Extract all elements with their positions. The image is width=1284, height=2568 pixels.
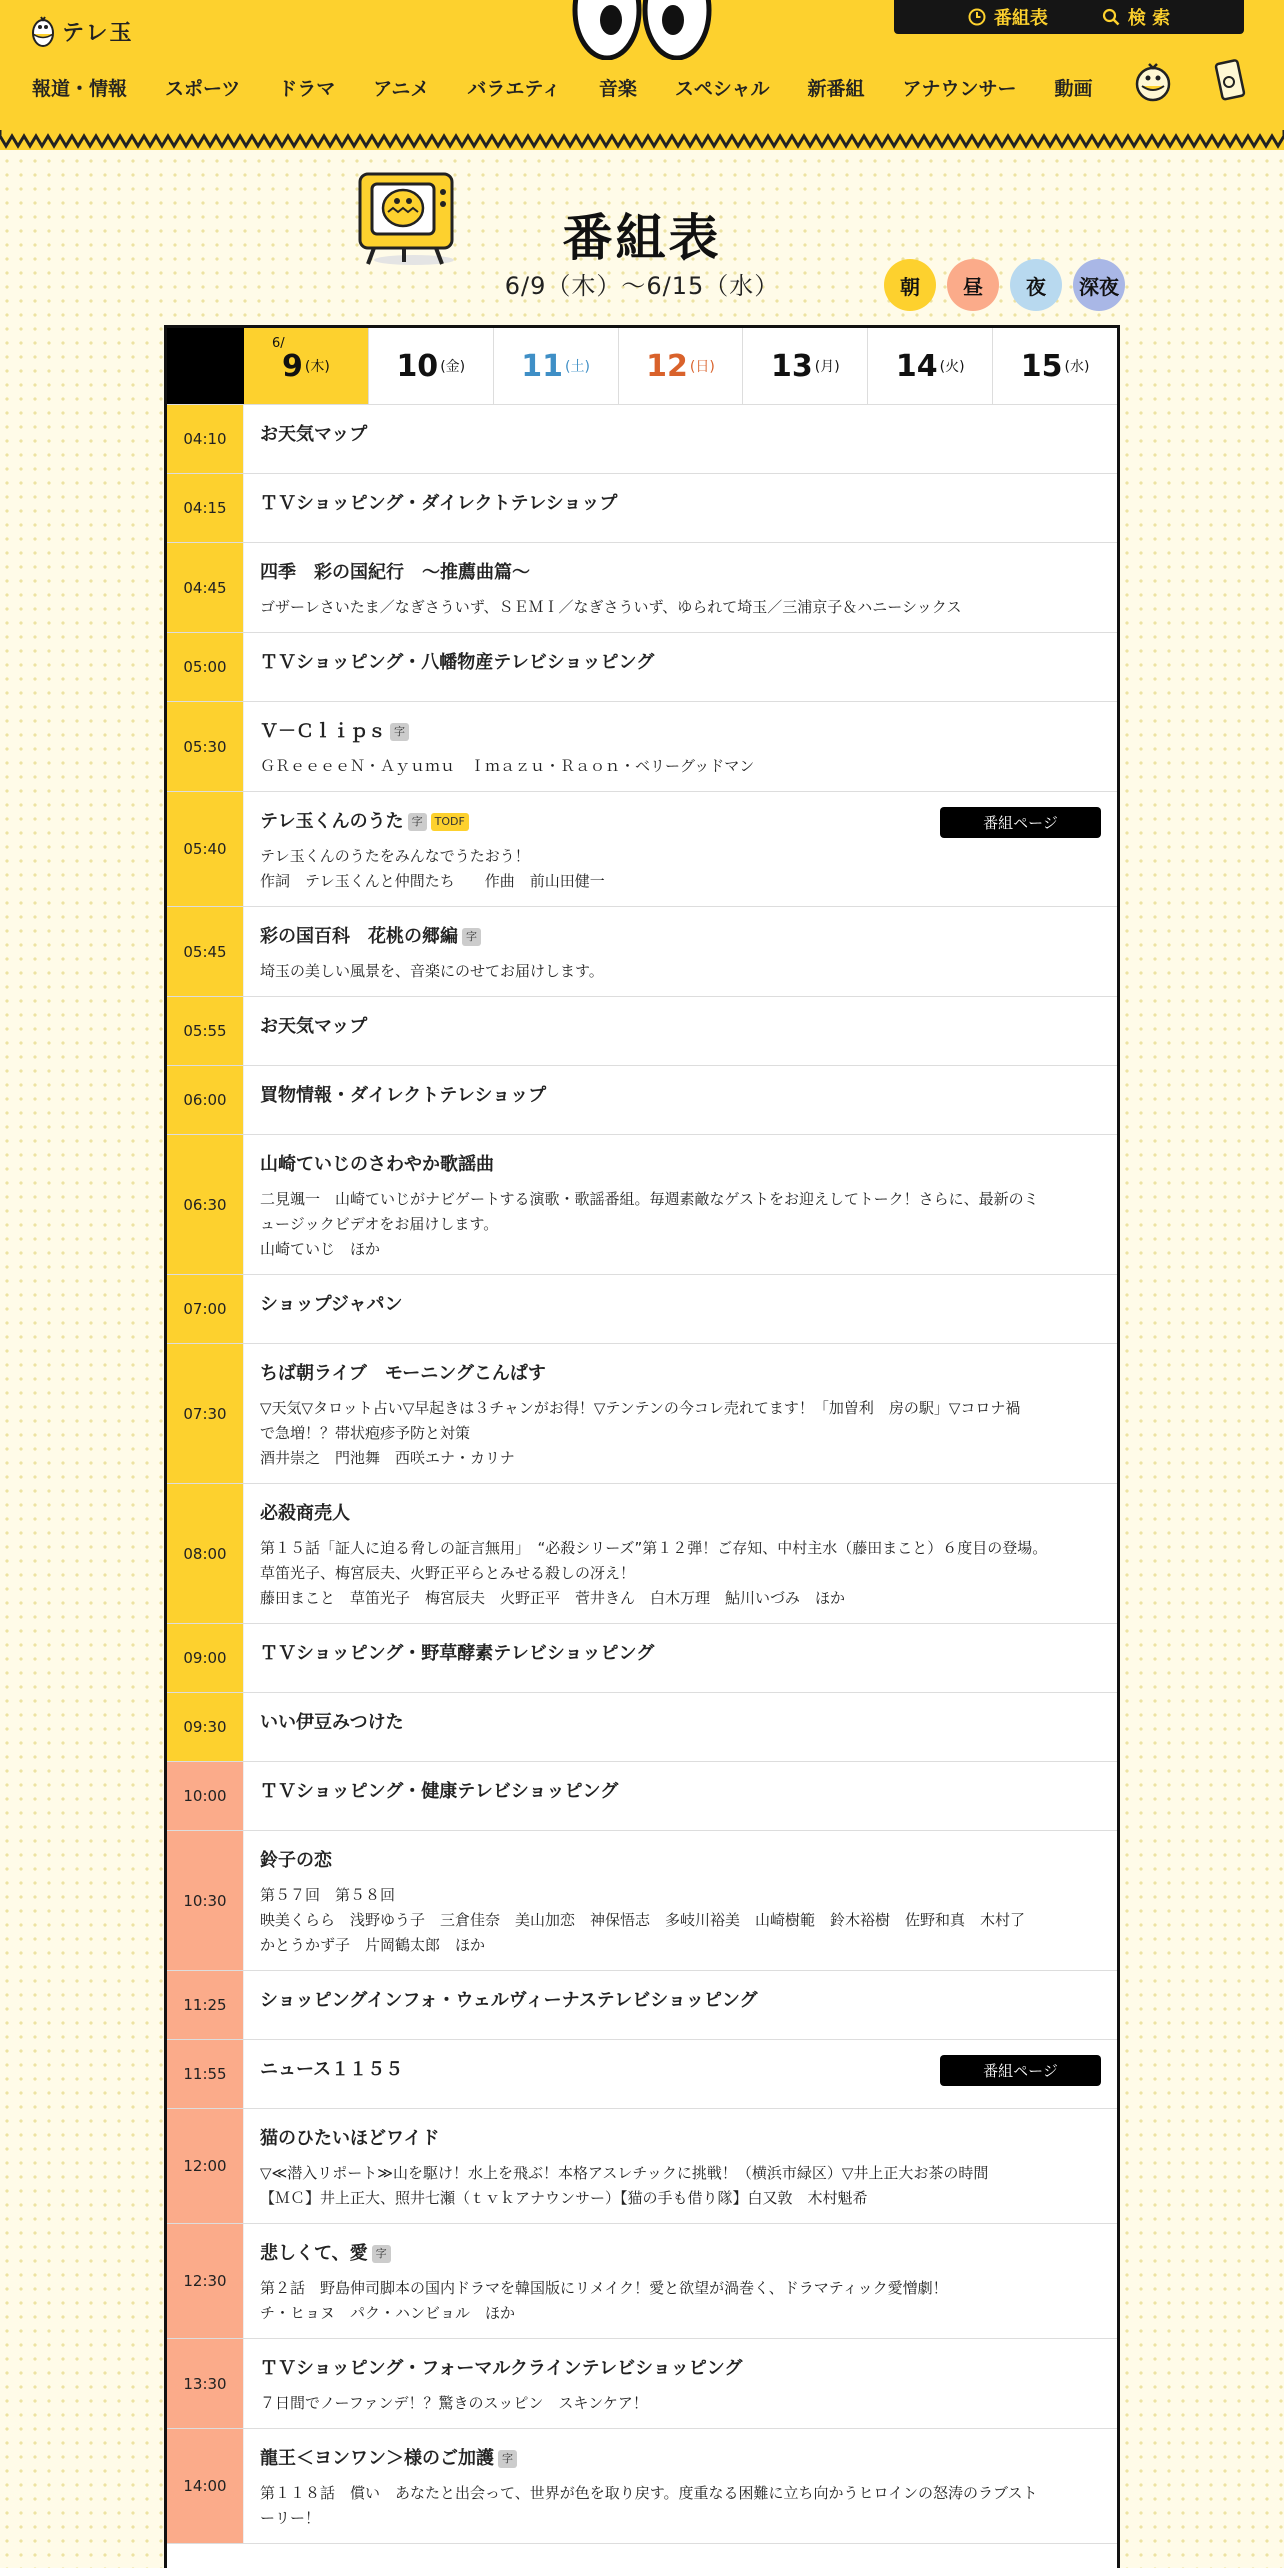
program-row (167, 1624, 1117, 1693)
program-description-line: 藤田まこと 草笛光子 梅宮辰夫 火野正平 菅井きん 白木万理 鮎川いづみ ほか (260, 1589, 846, 1607)
nav-drama[interactable]: ドラマ (278, 78, 336, 100)
day-tab-weekday: (火) (939, 359, 965, 375)
program-cell (244, 2339, 1117, 2428)
day-tab-10[interactable] (369, 328, 494, 404)
program-time: 08:00 (167, 1484, 244, 1623)
program-row (167, 1066, 1117, 1135)
day-tab-weekday: (木) (304, 359, 330, 375)
program-description-line: ▽天気▽タロット占い▽早起きは３チャンがお得！▽テンテンの今コレ売れてます！「加曽利 房の駅」▽コロナ禍 (260, 1399, 1021, 1417)
program-row (167, 1693, 1117, 1762)
program-time: 10:00 (167, 1762, 244, 1830)
program-time: 11:25 (167, 1971, 244, 2039)
program-title-line (260, 1709, 1101, 1737)
day-tab-number: 12 (646, 348, 688, 384)
program-description-line: 第１５話「証人に迫る脅しの証言無用」 “必殺シリーズ”第１２弾！ご存知、中村主水（藤田まこと）６度目の登場。 (260, 1539, 1048, 1557)
site-logo[interactable] (30, 14, 134, 48)
subtitle-badge: 字 (408, 813, 427, 831)
program-title[interactable]: Ｖ－Ｃｌｉｐｓ (260, 721, 386, 742)
program-title[interactable]: テレ玉くんのうた (260, 811, 404, 832)
program-title[interactable]: ショッピングインフォ・ウェルヴィーナステレビショッピング (260, 1990, 758, 2011)
program-description (260, 595, 1101, 620)
program-description (260, 959, 1101, 984)
schedule-link-label: 番組表 (993, 8, 1048, 29)
program-row (167, 2429, 1117, 2544)
program-description-line: 草笛光子、梅宮辰夫、火野正平らとみせる殺しの冴え！ (260, 1564, 636, 1582)
program-description (260, 1883, 1101, 1958)
program-time: 04:10 (167, 405, 244, 473)
program-description-line: ゴザーレさいたま／なぎさういず、ＳＥＭＩ／なぎさういず、ゆられて埼玉／三浦京子＆ハニーシックス (260, 598, 962, 616)
time-daytime-button[interactable]: 昼 (947, 259, 999, 311)
program-title-line (260, 421, 1101, 449)
schedule-link[interactable] (968, 4, 1048, 30)
program-title[interactable]: 龍王＜ヨンワン＞様のご加護 (260, 2448, 494, 2469)
page-title: 番組表 (562, 209, 722, 267)
day-tab-15[interactable] (993, 328, 1117, 404)
program-time: 09:30 (167, 1693, 244, 1761)
program-page-button[interactable]: 番組ページ (940, 807, 1101, 838)
subtitle-badge: 字 (498, 2450, 517, 2468)
program-title[interactable]: 彩の国百科 花桃の郷編 (260, 926, 458, 947)
program-title[interactable]: 鈴子の恋 (260, 1850, 332, 1871)
program-row (167, 2224, 1117, 2339)
program-description-line: 二見颯一 山崎ていじがナビゲートする演歌・歌謡番組。毎週素敵なゲストをお迎えしてトーク！さらに、最新のミ (260, 1190, 1039, 1208)
program-title-line (260, 649, 1101, 677)
search-link-label: 検 索 (1127, 8, 1171, 29)
program-title[interactable]: ＴＶショッピング・八幡物産テレビショッピング (260, 652, 655, 673)
search-link[interactable] (1102, 4, 1170, 30)
program-description (260, 2391, 1101, 2416)
day-tab-weekday: (月) (814, 359, 840, 375)
program-title[interactable]: お天気マップ (260, 1016, 368, 1037)
program-row (167, 2339, 1117, 2429)
program-title[interactable]: ＴＶショッピング・ダイレクトテレショップ (260, 493, 618, 514)
program-time: 04:15 (167, 474, 244, 542)
program-row (167, 1762, 1117, 1831)
program-description (260, 1536, 1101, 1611)
program-title-line (260, 1082, 1101, 1110)
program-row (167, 2040, 1117, 2109)
program-time: 09:00 (167, 1624, 244, 1692)
program-title-line (260, 2355, 1101, 2383)
program-title[interactable]: いい伊豆みつけた (260, 1712, 404, 1733)
program-row (167, 633, 1117, 702)
program-description-line: 第５７回 第５８回 (260, 1886, 396, 1904)
program-row (167, 907, 1117, 997)
clock-icon (968, 8, 986, 26)
program-description-line: チ・ヒョヌ パク・ハンビョル ほか (260, 2304, 516, 2322)
program-cell (244, 1624, 1117, 1692)
program-title[interactable]: ちば朝ライブ モーニングこんぱす (260, 1363, 546, 1384)
program-time: 12:30 (167, 2224, 244, 2338)
program-time: 10:30 (167, 1831, 244, 1970)
program-cell (244, 1693, 1117, 1761)
nav-announcers[interactable]: アナウンサー (902, 78, 1017, 100)
time-night-button[interactable]: 夜 (1010, 259, 1062, 311)
program-time: 14:00 (167, 2429, 244, 2543)
day-tab-number: 9 (282, 348, 303, 384)
program-page-button[interactable]: 番組ページ (940, 2055, 1101, 2086)
program-time: 07:00 (167, 1275, 244, 1343)
program-description (260, 2276, 1101, 2326)
nav-video[interactable]: 動画 (1054, 78, 1093, 100)
program-title-line (260, 2240, 1101, 2268)
program-title-line (260, 1847, 1101, 1875)
utility-bar (894, 0, 1244, 34)
program-time: 13:30 (167, 2339, 244, 2428)
program-time: 06:30 (167, 1135, 244, 1274)
day-tabs-corner (167, 328, 244, 404)
program-description-line: ＧＲｅｅｅｅＮ・Ａｙｕｍｕ Ｉｍａｚｕ・Ｒａｏｎ・ベリーグッドマン (260, 757, 755, 775)
day-tab-13[interactable] (743, 328, 868, 404)
program-time: 05:00 (167, 633, 244, 701)
program-time: 04:45 (167, 543, 244, 632)
day-tab-12[interactable] (619, 328, 744, 404)
program-cell (244, 2040, 1117, 2108)
nav-anime[interactable]: アニメ (373, 78, 430, 100)
program-description-line: 山崎ていじ ほか (260, 1240, 381, 1258)
program-cell (244, 1344, 1117, 1483)
date-range: 6/9（木）〜6/15（水） (504, 272, 780, 300)
nav-new-programs[interactable]: 新番組 (807, 78, 865, 100)
program-title-line (260, 1013, 1101, 1041)
program-description-line: ュージックビデオをお届けします。 (260, 1215, 499, 1233)
program-title[interactable]: お天気マップ (260, 424, 368, 445)
program-time: 05:55 (167, 997, 244, 1065)
program-cell (244, 907, 1117, 996)
program-row (167, 405, 1117, 474)
subtitle-badge: 字 (390, 723, 409, 741)
day-tab-number: 13 (771, 348, 813, 384)
program-description-line: ▽≪潜入リポート≫山を駆け！水上を飛ぶ！本格アスレチックに挑戦！（横浜市緑区）▽井上正大お茶の時間 (260, 2164, 989, 2182)
program-cell (244, 474, 1117, 542)
logo-text: テレ玉 (62, 20, 134, 46)
program-title-line (260, 1500, 1101, 1528)
program-title-line (260, 559, 1101, 587)
program-title[interactable]: ＴＶショッピング・フォーマルクラインテレビショッピング (260, 2358, 743, 2379)
program-row (167, 543, 1117, 633)
program-row (167, 1135, 1117, 1275)
program-row (167, 702, 1117, 792)
header-zigzag-edge (0, 130, 1284, 152)
nav-music[interactable]: 音楽 (598, 78, 637, 100)
program-cell (244, 2109, 1117, 2223)
day-tab-14[interactable] (868, 328, 993, 404)
main-nav (32, 74, 1093, 101)
program-title[interactable]: ＴＶショッピング・健康テレビショッピング (260, 1781, 619, 1802)
program-title-line (260, 2445, 1101, 2473)
program-row (167, 1971, 1117, 2040)
schedule-grid (164, 325, 1120, 2568)
program-title-line (260, 1640, 1101, 1668)
program-time: 06:00 (167, 1066, 244, 1134)
program-row (167, 474, 1117, 543)
program-description-line: 第２話 野島伸司脚本の国内ドラマを韓国版にリメイク！愛と欲望が渦巻く、ドラマティック愛憎劇！ (260, 2279, 948, 2297)
program-list (167, 405, 1117, 2544)
program-title-line (260, 923, 1101, 951)
program-title[interactable]: 買物情報・ダイレクトテレショップ (260, 1085, 547, 1106)
time-morning-button[interactable]: 朝 (884, 259, 936, 311)
program-cell (244, 1135, 1117, 1274)
program-title[interactable]: ニュース１１５５ (260, 2059, 404, 2080)
day-tab-weekday: (金) (440, 359, 466, 375)
program-title[interactable]: 猫のひたいほどワイド (260, 2128, 440, 2149)
subtitle-badge: 字 (372, 2245, 391, 2263)
program-time: 12:00 (167, 2109, 244, 2223)
day-tabs (167, 328, 1117, 405)
search-icon (1102, 8, 1120, 26)
program-description-line: かとうかず子 片岡鶴太郎 ほか (260, 1936, 486, 1954)
mascot-eyes-icon (567, 0, 717, 60)
program-row (167, 1344, 1117, 1484)
nav-sports[interactable]: スポーツ (165, 78, 241, 100)
program-row (167, 792, 1117, 907)
day-tab-number: 14 (895, 348, 938, 384)
program-row (167, 1831, 1117, 1971)
program-description-line: で急増！？帯状疱疹予防と対策 (260, 1424, 471, 1442)
program-cell (244, 1484, 1117, 1623)
program-row (167, 2109, 1117, 2224)
program-description-line: 映美くらら 浅野ゆう子 三倉佳奈 美山加恋 神保悟志 多岐川裕美 山崎樹範 鈴木裕樹 佐野和真 木村了 (260, 1911, 1026, 1929)
program-cell (244, 792, 1117, 906)
program-title-line (260, 1987, 1101, 2015)
todf-badge: TODF (431, 813, 469, 831)
program-description-line: ーリー！ (260, 2509, 321, 2527)
program-title-line (260, 1151, 1101, 1179)
day-tab-11[interactable] (494, 328, 619, 404)
program-title-line (260, 2125, 1101, 2153)
nav-news[interactable]: 報道・情報 (32, 78, 128, 100)
program-title[interactable]: 悲しくて、愛 (260, 2243, 368, 2264)
program-row (167, 1275, 1117, 1344)
program-title-line (260, 1360, 1101, 1388)
program-description-line: 作詞 テレ玉くんと仲間たち 作曲 前山田健一 (260, 872, 605, 890)
program-description-line: テレ玉くんのうたをみんなでうたおう！ (260, 847, 530, 865)
program-title-line (260, 1778, 1101, 1806)
nav-special-icons (1134, 58, 1248, 102)
nav-variety[interactable]: バラエティ (467, 78, 561, 100)
site-header (0, 0, 1284, 150)
day-tab-weekday: (日) (689, 359, 715, 375)
program-time: 11:55 (167, 2040, 244, 2108)
program-cell (244, 405, 1117, 473)
time-latenight-button[interactable]: 深夜 (1073, 259, 1125, 311)
telletama-app-icon[interactable] (1210, 58, 1248, 102)
day-tab-weekday: (土) (565, 359, 590, 375)
program-title-line (260, 490, 1101, 518)
program-description (260, 754, 1101, 779)
program-description-line: 埼玉の美しい風景を、音楽にのせてお届けします。 (260, 962, 604, 980)
program-description-line: 第１１８話 償い あなたと出会って、世界が色を取り戻す。度重なる困難に立ち向かうヒロインの怒涛のラブスト (260, 2484, 1038, 2502)
program-description (260, 2481, 1101, 2531)
program-title[interactable]: 四季 彩の国紀行 ～推薦曲篇～ (260, 562, 530, 583)
program-description (260, 844, 1101, 894)
telletama-kun-icon[interactable] (1134, 58, 1172, 102)
time-of-day-selector (884, 259, 1125, 311)
nav-special[interactable]: スペシャル (674, 78, 770, 100)
program-description-line: ７日間でノーファンデ！？驚きのスッピン スキンケア！ (260, 2394, 648, 2412)
program-time: 05:45 (167, 907, 244, 996)
telletama-mascot-icon (30, 14, 56, 48)
program-title-line (260, 718, 1101, 746)
program-cell (244, 997, 1117, 1065)
day-tab-9[interactable] (244, 328, 369, 404)
program-cell (244, 1762, 1117, 1830)
program-cell (244, 702, 1117, 791)
program-cell (244, 2224, 1117, 2338)
program-time: 05:30 (167, 702, 244, 791)
program-cell (244, 543, 1117, 632)
subtitle-badge: 字 (462, 928, 481, 946)
program-row (167, 1484, 1117, 1624)
program-description-line: 【ＭＣ】井上正大、照井七瀬（ｔｖｋアナウンサー）【猫の手も借り隊】白又敦 木村魁希 (260, 2189, 868, 2207)
program-cell (244, 2429, 1117, 2543)
day-tab-number: 10 (396, 348, 439, 384)
program-cell (244, 1971, 1117, 2039)
program-cell (244, 1066, 1117, 1134)
program-cell (244, 633, 1117, 701)
program-description (260, 1396, 1101, 1471)
program-description (260, 2161, 1101, 2211)
program-title[interactable]: ショップジャパン (260, 1294, 403, 1315)
day-tab-number: 11 (521, 348, 564, 384)
program-description-line: 酒井崇之 門池舞 西咲エナ・カリナ (260, 1449, 515, 1467)
program-description (260, 1187, 1101, 1262)
program-title-line (260, 1291, 1101, 1319)
day-tab-number: 15 (1020, 348, 1063, 384)
program-cell (244, 1831, 1117, 1970)
day-tab-month: 6/ (272, 336, 285, 351)
day-tab-weekday: (水) (1064, 359, 1090, 375)
program-cell (244, 1275, 1117, 1343)
program-time: 07:30 (167, 1344, 244, 1483)
program-time: 05:40 (167, 792, 244, 906)
program-title[interactable]: 必殺商売人 (260, 1503, 350, 1524)
program-title[interactable]: 山崎ていじのさわやか歌謡曲 (260, 1154, 494, 1175)
program-row (167, 997, 1117, 1066)
program-title[interactable]: ＴＶショッピング・野草酵素テレビショッピング (260, 1643, 655, 1664)
